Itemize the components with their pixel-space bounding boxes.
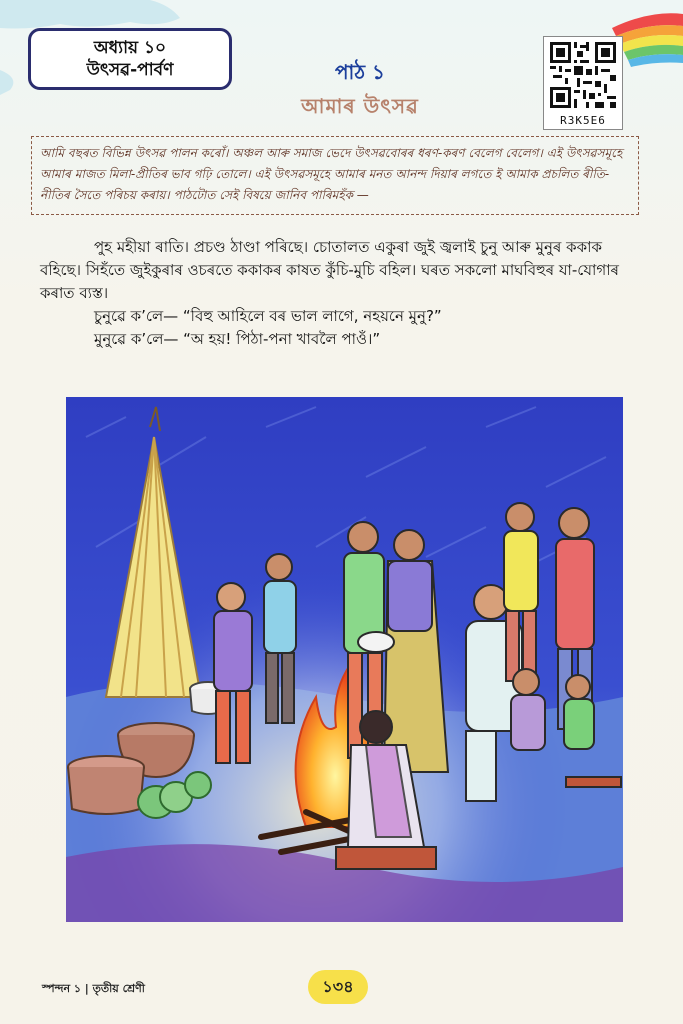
intro-box — [31, 136, 639, 215]
story-paragraph: পুহ মহীয়া ৰাতি। প্ৰচণ্ড ঠাণ্ডা পৰিছে। চোতালত একুৰা জুই জ্বলাই চুনু আৰু মুনুৰ ককাক বহিছে। সিহঁতে জুইকুৰাৰ ওচৰতে ককাকৰ কাষত কুঁচি-মুচি বহিল। ঘৰত সকলো মাঘবিহুৰ যা-যোগাৰ কৰাত ব্যস্ত। — [40, 238, 619, 302]
bonfire-drawing — [66, 397, 623, 922]
qr-code[interactable] — [543, 36, 623, 130]
book-title-footer: স্পন্দন ১ | তৃতীয় শ্ৰেণী — [42, 982, 145, 995]
dialog-line-munu: মুনুৱে ক’লে— “অ হয়! পিঠা-পনা খাবলৈ পাওঁ।” — [94, 330, 381, 348]
lesson-number: পাঠ ১ — [334, 60, 385, 84]
dialog-line-chunu: চুনুৱে ক’লে— “বিহু আহিলে বৰ ভাল লাগে, নহয়নে মুনু?” — [94, 307, 442, 325]
story-text — [40, 236, 645, 351]
qr-pattern-icon — [550, 42, 616, 108]
page-number: ১৩৪ — [308, 970, 368, 1004]
lesson-title: আমাৰ উৎসৱ — [301, 94, 419, 118]
chapter-title: উৎসৱ-পাৰ্বণ — [86, 60, 174, 80]
intro-text: আমি বছৰত বিভিন্ন উৎসৱ পালন কৰোঁ। অঞ্চল আৰু সমাজ ভেদে উৎসৱবোৰৰ ধৰণ-কৰণ বেলেগ বেলেগ। এই উৎসৱসমূহে আমাৰ মাজত মিলা-প্ৰীতিৰ ভাব গঢ়ি তোলে। এই উৎসৱসমূহে আমাৰ মনত আনন্দ দিয়াৰ লগতে ই আমাক প্ৰচলিত ৰীতি-নীতিৰ সৈতে পৰিচয় কৰায়। পাঠটোত সেই বিষয়ে জানিব পাৰিমহঁক — — [40, 146, 623, 202]
qr-code-label: R3K5E6 — [560, 114, 606, 127]
chapter-label-box — [28, 28, 232, 90]
chapter-number: অধ্যায় ১০ — [93, 38, 167, 58]
bonfire-illustration — [66, 397, 623, 922]
